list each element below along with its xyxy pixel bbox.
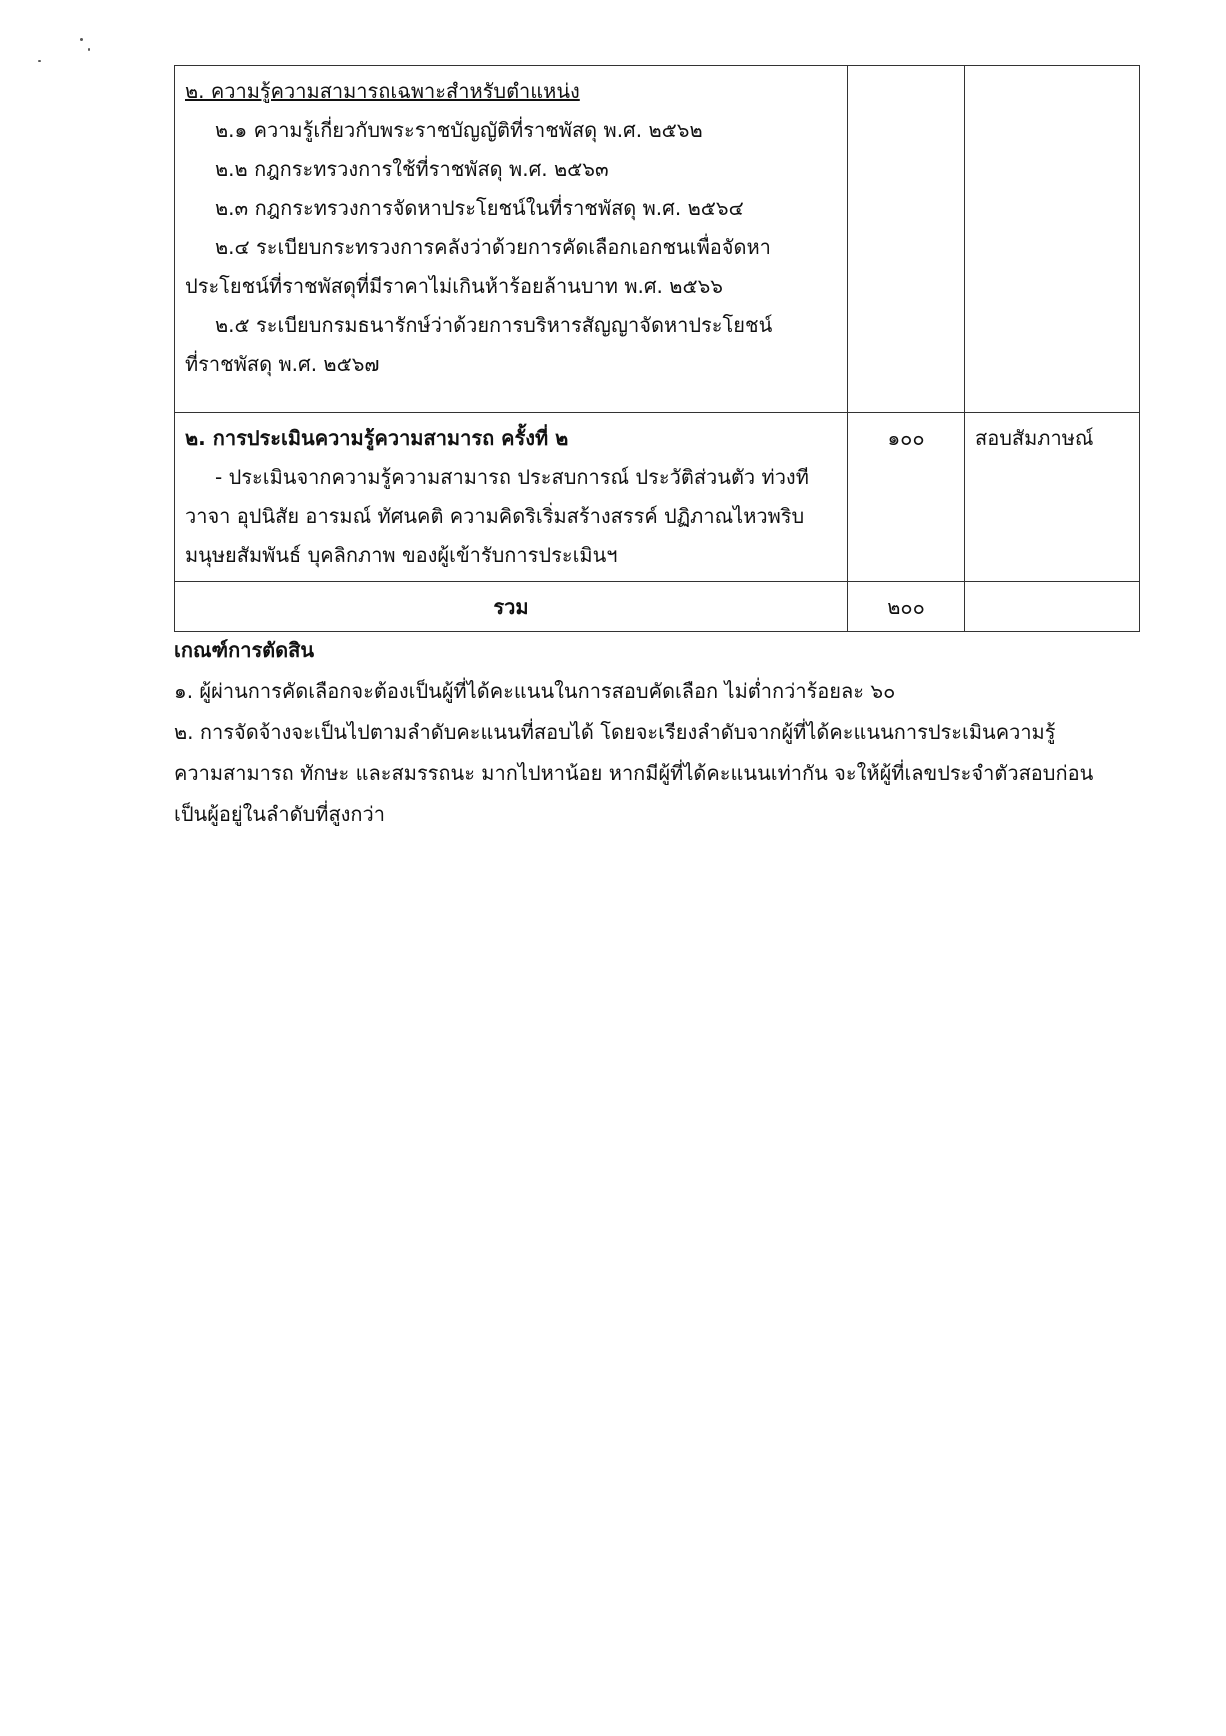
criteria-item: ๒. การจัดจ้างจะเป็นไปตามลำดับคะแนนที่สอบได้ โดยจะเรียงลำดับจากผู้ที่ได้คะแนนการประเมินความรู้	[174, 720, 1056, 744]
total-score: ๒๐๐	[848, 582, 965, 632]
total-label: รวม	[175, 582, 848, 632]
description-line: มนุษยสัมพันธ์ บุคลิกภาพ ของผู้เข้ารับการประเมินฯ	[185, 543, 618, 567]
scan-speck	[38, 60, 41, 62]
criteria-item-continuation: ความสามารถ ทักษะ และสมรรถนะ มากไปหาน้อย หากมีผู้ที่ได้คะแนนเท่ากัน จะให้ผู้ที่เลขประจำตัวสอบก่อน	[174, 761, 1094, 785]
list-item-continuation: ประโยชน์ที่ราชพัสดุที่มีราคาไม่เกินห้าร้อยล้านบาท พ.ศ. ๒๕๖๖	[185, 274, 723, 298]
list-item: ๒.๑ ความรู้เกี่ยวกับพระราชบัญญัติที่ราชพัสดุ พ.ศ. ๒๕๖๒	[215, 118, 703, 142]
description-line: วาจา อุปนิสัย อารมณ์ ทัศนคติ ความคิดริเริ่มสร้างสรรค์ ปฏิภาณไหวพริบ	[185, 504, 805, 528]
list-item: ๒.๒ กฎกระทรวงการใช้ที่ราชพัสดุ พ.ศ. ๒๕๖๓	[215, 157, 609, 181]
method-cell	[965, 582, 1140, 632]
section-heading: ๒. การประเมินความรู้ความสามารถ ครั้งที่ ๒	[185, 426, 569, 450]
exam-criteria-table	[174, 65, 1140, 632]
list-item: ๒.๔ ระเบียบกระทรวงการคลังว่าด้วยการคัดเลือกเอกชนเพื่อจัดหา	[215, 235, 771, 259]
criteria-heading: เกณฑ์การตัดสิน	[174, 638, 315, 662]
method-cell	[965, 66, 1140, 413]
score-cell	[848, 66, 965, 413]
list-item: ๒.๕ ระเบียบกรมธนารักษ์ว่าด้วยการบริหารสัญญาจัดหาประโยชน์	[215, 313, 773, 337]
scan-speck	[80, 38, 83, 41]
scan-speck	[88, 48, 90, 51]
method-cell: สอบสัมภาษณ์	[965, 413, 1140, 582]
description-line: - ประเมินจากความรู้ความสามารถ ประสบการณ์ ประวัติส่วนตัว ท่วงที	[215, 465, 809, 489]
total-row	[175, 582, 1140, 632]
list-item: ๒.๓ กฎกระทรวงการจัดหาประโยชน์ในที่ราชพัสดุ พ.ศ. ๒๕๖๔	[215, 196, 744, 220]
section-heading: ๒. ความรู้ความสามารถเฉพาะสำหรับตำแหน่ง	[185, 79, 580, 103]
table-row	[175, 66, 1140, 413]
table-row	[175, 413, 1140, 582]
score-cell: ๑๐๐	[848, 413, 965, 582]
description-cell	[175, 66, 848, 413]
description-cell	[175, 413, 848, 582]
criteria-item-continuation: เป็นผู้อยู่ในลำดับที่สูงกว่า	[174, 802, 385, 826]
criteria-item: ๑. ผู้ผ่านการคัดเลือกจะต้องเป็นผู้ที่ได้คะแนนในการสอบคัดเลือก ไม่ต่ำกว่าร้อยละ ๖๐	[174, 679, 896, 703]
judging-criteria	[174, 630, 1134, 835]
list-item-continuation: ที่ราชพัสดุ พ.ศ. ๒๕๖๗	[185, 352, 380, 376]
